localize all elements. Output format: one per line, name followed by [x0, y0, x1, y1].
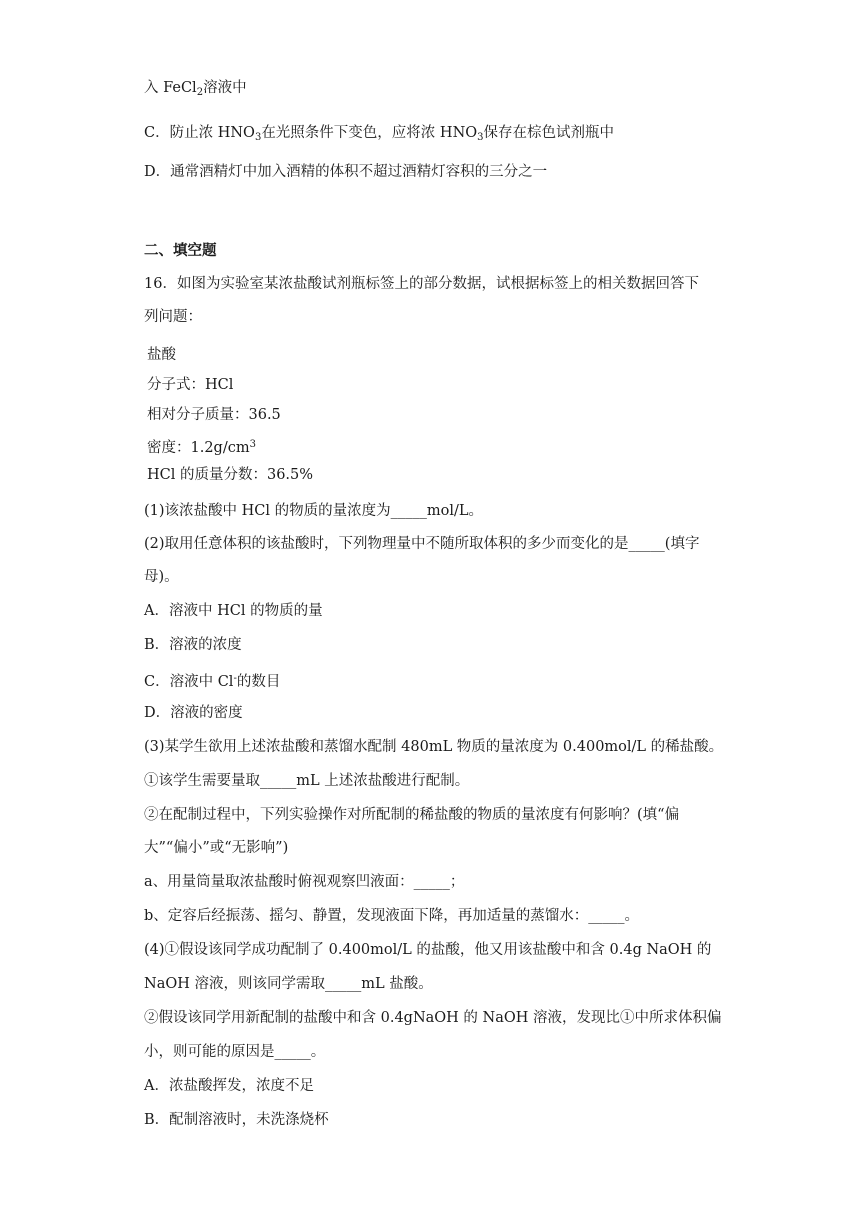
- q16-part3-a: a、用量筒量取浓盐酸时俯视观察凹液面：_____；: [144, 874, 465, 890]
- subscript: 2: [196, 87, 204, 98]
- label-mass-fraction: HCl 的质量分数：36.5%: [147, 467, 314, 483]
- q16-part3: (3)某学生欲用上述浓盐酸和蒸馏水配制 480mL 物质的量浓度为 0.400mol/L 的稀盐酸。: [144, 739, 724, 755]
- text-fragment: C．防止浓 HNO: [144, 125, 255, 141]
- q16-part4-line1: (4)①假设该同学成功配制了 0.400mol/L 的盐酸，他又用该盐酸中和含 0.4g NaOH 的: [144, 942, 712, 958]
- text-fragment: 密度：1.2g/cm: [147, 440, 250, 456]
- q16-part2-option-b: B．溶液的浓度: [144, 637, 242, 653]
- q16-stem-line1: 16．如图为实验室某浓盐酸试剂瓶标签上的部分数据，试根据标签上的相关数据回答下: [144, 276, 699, 292]
- label-density: [147, 435, 256, 458]
- q16-part1: (1)该浓盐酸中 HCl 的物质的量浓度为_____mol/L。: [144, 503, 484, 519]
- label-molar-mass: 相对分子质量：36.5: [147, 407, 281, 423]
- subscript: 3: [477, 132, 484, 143]
- label-formula: 分子式：HCl: [147, 377, 234, 393]
- label-name: 盐酸: [147, 347, 176, 363]
- q16-part3-sub2-line1: ②在配制过程中，下列实验操作对所配制的稀盐酸的物质的量浓度有何影响？(填“偏: [144, 807, 680, 823]
- text-fragment: 保存在棕色试剂瓶中: [483, 125, 615, 141]
- prev-option-c: [144, 123, 614, 148]
- q16-part2-option-c: [144, 669, 280, 692]
- q16-part3-sub2-line2: 大”“偏小”或“无影响”): [144, 840, 289, 856]
- q16-part4-sub2-line2: 小，则可能的原因是_____。: [144, 1044, 326, 1060]
- q16-part2-option-a: A．溶液中 HCl 的物质的量: [144, 603, 323, 619]
- q16-part3-b: b、定容后经振荡、摇匀、静置，发现液面下降，再加适量的蒸馏水：_____。: [144, 908, 640, 924]
- q16-part2-line1: (2)取用任意体积的该盐酸时，下列物理量中不随所取体积的多少而变化的是_____(填字: [144, 536, 700, 552]
- text-fragment: 的数目: [236, 674, 281, 690]
- text-fragment: 在光照条件下变色，应将浓 HNO: [261, 125, 478, 141]
- text-fragment: C．溶液中 Cl: [144, 674, 234, 690]
- q16-part2-option-d: D．溶液的密度: [144, 705, 243, 721]
- q16-part4-sub2-line1: ②假设该同学用新配制的盐酸中和含 0.4gNaOH 的 NaOH 溶液，发现比①中所求体积偏: [144, 1010, 722, 1026]
- prev-option-b-continuation: [144, 78, 247, 103]
- text-fragment: 溶液中: [203, 80, 247, 96]
- prev-option-d: D．通常酒精灯中加入酒精的体积不超过酒精灯容积的三分之一: [144, 164, 548, 180]
- q16-stem-line2: 列问题：: [144, 309, 202, 325]
- superscript: -: [233, 673, 237, 684]
- superscript: 3: [249, 439, 256, 450]
- q16-part2-line2: 母)。: [144, 569, 179, 585]
- q16-part4-option-a: A．浓盐酸挥发，浓度不足: [144, 1078, 314, 1094]
- q16-part4-option-b: B．配制溶液时，未洗涤烧杯: [144, 1112, 329, 1128]
- section-title: 二、填空题: [144, 242, 217, 259]
- text-fragment: 入 FeCl: [144, 80, 197, 96]
- subscript: 3: [254, 132, 262, 143]
- q16-part4-line2: NaOH 溶液，则该同学需取_____mL 盐酸。: [144, 976, 433, 992]
- q16-part3-sub1: ①该学生需要量取_____mL 上述浓盐酸进行配制。: [144, 773, 470, 789]
